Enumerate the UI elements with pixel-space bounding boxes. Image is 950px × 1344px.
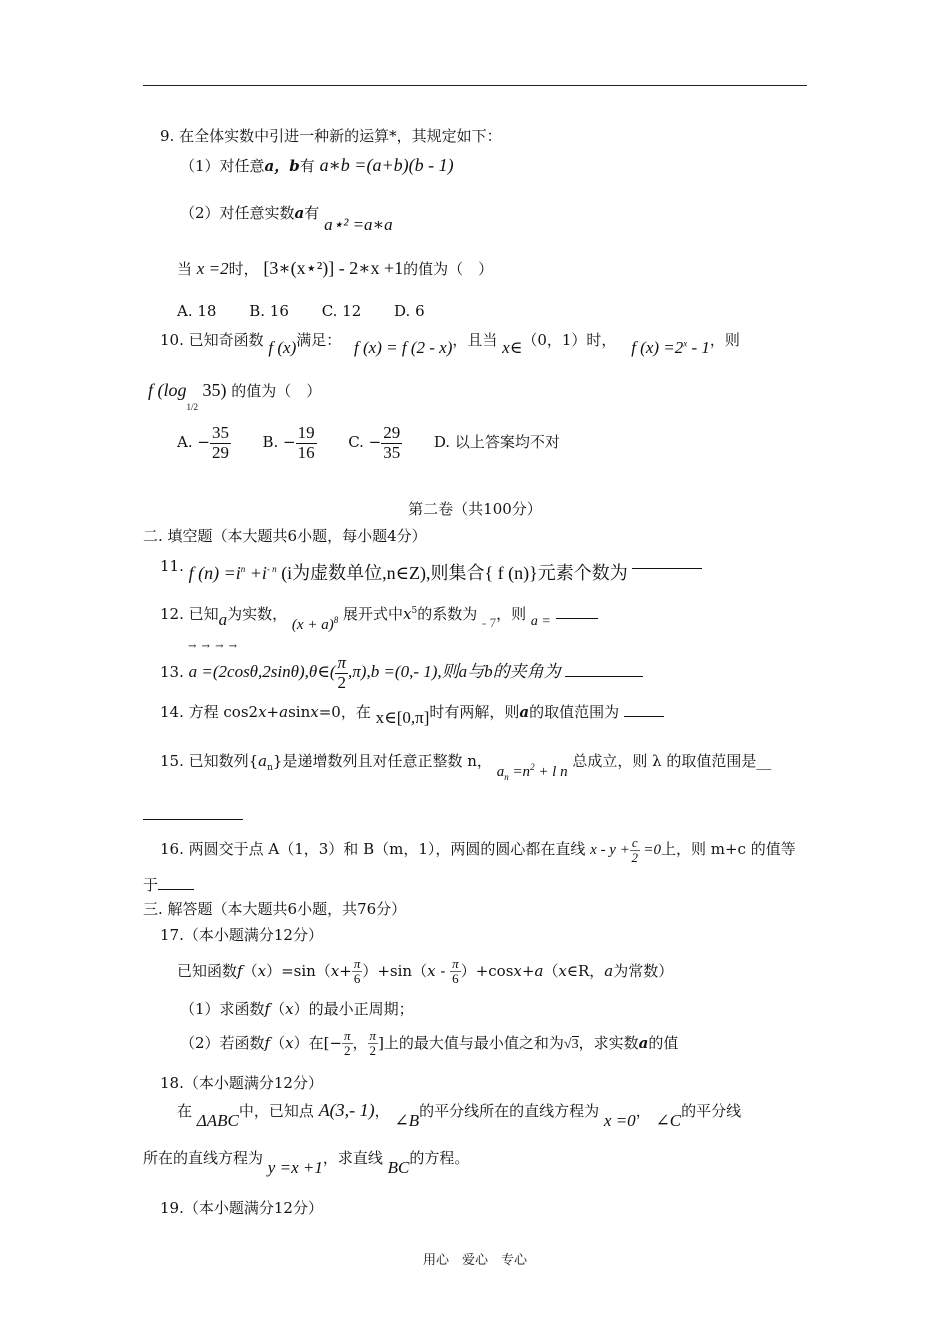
- q10-choices: [177, 424, 560, 462]
- q17-title: 17.（本小题满分12分）: [160, 926, 323, 944]
- q11: 11. f $(n) =i^n +i^{- n}$ (i为虚数单位,n∈Z),则集合{ f (n)}元素个数为: [160, 555, 702, 577]
- q15-answer-blank[interactable]: [143, 806, 243, 824]
- section2-title: 第二卷（共100分）: [408, 500, 542, 518]
- q9-choice-c: C. 12: [321, 302, 362, 320]
- q16-answer-blank[interactable]: [158, 889, 194, 890]
- q10-stem: 10. 已知奇函数 f (x)满足： f (x) = f (2 - x)，且当 x∈（0，1）时， f $(x) =2^x - 1$，则: [160, 331, 740, 357]
- q19-title: 19.（本小题满分12分）: [160, 1199, 323, 1217]
- q10-choice-d: D. 以上答案均不对: [433, 433, 560, 452]
- q9-choice-b: B. 16: [249, 302, 289, 320]
- q9-choice-a: A. 18: [177, 302, 217, 320]
- q10-log-line: f ($\log_{1/2}$ 35) 的值为（ ）: [148, 380, 322, 412]
- q9-rule2: （2）对任意实数a有 a⋆² =a∗a: [180, 204, 393, 234]
- page-footer: 用心 爱心 专心: [422, 1253, 527, 1268]
- q9-stem: 9. 在全体实数中引进一种新的运算*，其规定如下：: [160, 127, 502, 145]
- q16: 16. 两圆交于点 A（1，3）和 B（m，1），两圆的圆心都在直线 x - y + $\frac{c}{2}$ =0上，则 m+c 的值等: [160, 835, 796, 866]
- q11-answer-blank[interactable]: [632, 568, 702, 569]
- q10-choice-a: A. − $\frac{35}{29}$: [177, 423, 229, 462]
- q9-choices: [177, 302, 425, 320]
- q10-choice-c: C. − $\frac{29}{35}$: [348, 423, 401, 462]
- q18-title: 18.（本小题满分12分）: [160, 1074, 323, 1092]
- q14: 14. 方程 cos2x+asinx=0，在 x∈[0,π]时有两解，则a的取值范围为: [160, 702, 664, 722]
- q12: 12. 已知a为实数， $(x + a)^8$ 展开式中$x^5$的系数为 - 7，则 a =: [160, 604, 598, 625]
- q12-answer-blank[interactable]: [556, 618, 598, 619]
- q14-answer-blank[interactable]: [624, 716, 664, 717]
- q13: 13. a =(2cosθ,2sinθ),θ∈( $\frac{\pi}{2}$ ,π),b =(0,- 1),则a与b的夹角为: [160, 654, 643, 692]
- q15: 15. 已知数列$\{a_n\}$是递增数列且对任意正整数 n， $a_n =n^2 + l$ n 总成立，则 λ 的取值范围是__: [160, 752, 772, 782]
- q18-line2: 所在的直线方程为 y =x +1，求直线 BC的方程。: [143, 1149, 470, 1177]
- section3-heading: 三. 解答题（本大题共6小题，共76分）: [143, 900, 407, 918]
- q9-rule1-formula: a∗b =(a+b)(b - 1): [319, 155, 454, 175]
- q13-answer-blank[interactable]: [565, 676, 643, 677]
- q17-part2: （2）若函数f（x）在[− $\frac{\pi}{2}$ ， $\frac{\pi}{2}$ ]上的最大值与最小值之和为√3，求实数a的值: [180, 1028, 679, 1059]
- q9-rule1: （1）对任意a，b有 a∗b =(a+b)(b - 1): [180, 155, 454, 175]
- q17-stem: 已知函数f（x）=sin（x+ $\frac{\pi}{6}$ ）+sin（x - $\frac{\pi}{6}$ ）+cosx+a（x∈R，a为常数）: [177, 956, 674, 987]
- q13-vector-arrows: → → → →: [188, 641, 239, 652]
- q16-line2: 于: [143, 876, 194, 894]
- section2-heading: 二. 填空题（本大题共6小题，每小题4分）: [143, 527, 427, 545]
- q10-choice-b: B. − $\frac{19}{16}$: [262, 423, 315, 462]
- header-rule: [143, 85, 807, 86]
- q9-rule2-formula: a⋆² =a∗a: [324, 215, 393, 234]
- q18-line1: 在 ΔABC中，已知点 A(3,- 1)， ∠B的平分线所在的直线方程为 x =0， ∠C的平分线: [177, 1100, 742, 1130]
- q9-choice-d: D. 6: [394, 302, 425, 320]
- q9-condition: 当 x =2时， [3∗(x⋆²)] - 2∗x +1的值为（ ）: [177, 258, 494, 278]
- q17-part1: （1）求函数f（x）的最小正周期；: [180, 1000, 414, 1018]
